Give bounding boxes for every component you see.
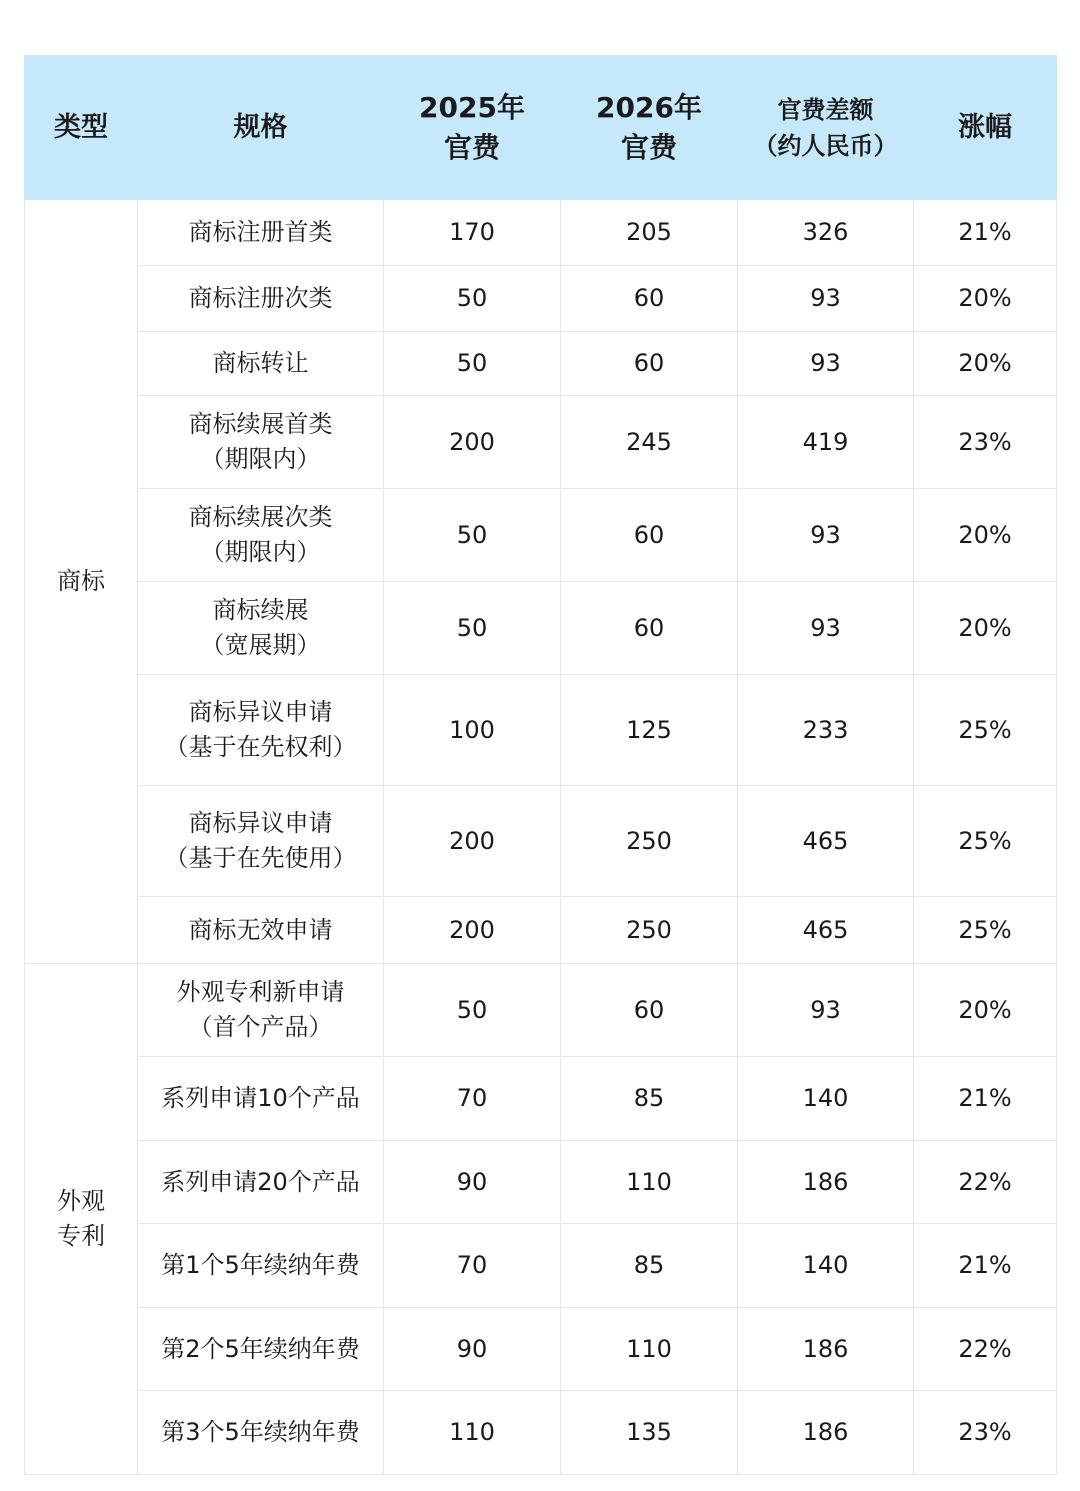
fee-2025-cell: 200 [384, 786, 561, 897]
fee-2026-cell: 110 [561, 1308, 738, 1391]
header-fee-2025: 2025年 官费 [384, 56, 561, 200]
rise-cell: 21% [914, 200, 1057, 266]
rise-cell: 20% [914, 489, 1057, 582]
spec-cell: 第3个5年续纳年费 [138, 1391, 384, 1475]
category-cell-design-patent: 外观 专利 [25, 964, 138, 1475]
spec-cell: 商标续展首类 （期限内） [138, 396, 384, 489]
spec-cell: 商标注册次类 [138, 266, 384, 332]
diff-cell: 326 [738, 200, 914, 266]
rise-cell: 20% [914, 332, 1057, 396]
fee-2025-cell: 90 [384, 1141, 561, 1224]
header-type: 类型 [25, 56, 138, 200]
fee-table-container [24, 55, 1056, 1475]
diff-cell: 186 [738, 1391, 914, 1475]
fee-2025-cell: 170 [384, 200, 561, 266]
spec-cell: 外观专利新申请 （首个产品） [138, 964, 384, 1057]
spec-cell: 商标续展次类 （期限内） [138, 489, 384, 582]
spec-cell: 商标异议申请 （基于在先使用） [138, 786, 384, 897]
fee-2025-cell: 200 [384, 897, 561, 964]
category-cell-trademark: 商标 [25, 200, 138, 964]
diff-cell: 233 [738, 675, 914, 786]
rise-cell: 21% [914, 1224, 1057, 1308]
fee-2025-cell: 100 [384, 675, 561, 786]
spec-cell: 第1个5年续纳年费 [138, 1224, 384, 1308]
rise-cell: 22% [914, 1308, 1057, 1391]
rise-cell: 25% [914, 675, 1057, 786]
rise-cell: 23% [914, 396, 1057, 489]
fee-2026-cell: 60 [561, 964, 738, 1057]
rise-cell: 23% [914, 1391, 1057, 1475]
table-row [25, 1308, 1057, 1391]
fee-2025-cell: 70 [384, 1224, 561, 1308]
fee-2026-cell: 135 [561, 1391, 738, 1475]
rise-cell: 22% [914, 1141, 1057, 1224]
fee-2026-cell: 125 [561, 675, 738, 786]
table-row [25, 489, 1057, 582]
table-row [25, 1391, 1057, 1475]
fee-2026-cell: 250 [561, 786, 738, 897]
table-row [25, 1224, 1057, 1308]
header-rise: 涨幅 [914, 56, 1057, 200]
table-row [25, 266, 1057, 332]
fee-2026-cell: 60 [561, 489, 738, 582]
rise-cell: 20% [914, 582, 1057, 675]
spec-cell: 商标转让 [138, 332, 384, 396]
fee-2025-cell: 50 [384, 489, 561, 582]
fee-2026-cell: 85 [561, 1224, 738, 1308]
diff-cell: 186 [738, 1308, 914, 1391]
diff-cell: 93 [738, 332, 914, 396]
fee-2025-cell: 70 [384, 1057, 561, 1141]
diff-cell: 140 [738, 1224, 914, 1308]
fee-2026-cell: 85 [561, 1057, 738, 1141]
spec-cell: 商标无效申请 [138, 897, 384, 964]
fee-2025-cell: 200 [384, 396, 561, 489]
fee-2025-cell: 50 [384, 964, 561, 1057]
table-header [25, 56, 1057, 200]
fee-2025-cell: 90 [384, 1308, 561, 1391]
fee-2026-cell: 250 [561, 897, 738, 964]
fee-2026-cell: 60 [561, 332, 738, 396]
table-row [25, 582, 1057, 675]
rise-cell: 20% [914, 964, 1057, 1057]
header-spec: 规格 [138, 56, 384, 200]
table-row [25, 897, 1057, 964]
diff-cell: 419 [738, 396, 914, 489]
table-body [25, 200, 1057, 1475]
table-row [25, 396, 1057, 489]
rise-cell: 25% [914, 786, 1057, 897]
diff-cell: 93 [738, 266, 914, 332]
table-row [25, 332, 1057, 396]
diff-cell: 93 [738, 489, 914, 582]
fee-2025-cell: 50 [384, 266, 561, 332]
table-row [25, 786, 1057, 897]
header-fee-2026: 2026年 官费 [561, 56, 738, 200]
fee-2026-cell: 245 [561, 396, 738, 489]
diff-cell: 465 [738, 897, 914, 964]
fee-2026-cell: 205 [561, 200, 738, 266]
rise-cell: 21% [914, 1057, 1057, 1141]
spec-cell: 商标续展 （宽展期） [138, 582, 384, 675]
fee-2025-cell: 50 [384, 332, 561, 396]
fee-2026-cell: 110 [561, 1141, 738, 1224]
table-row [25, 675, 1057, 786]
table-row [25, 200, 1057, 266]
table-row [25, 1057, 1057, 1141]
diff-cell: 93 [738, 582, 914, 675]
header-row [25, 56, 1057, 200]
fee-2025-cell: 110 [384, 1391, 561, 1475]
rise-cell: 25% [914, 897, 1057, 964]
rise-cell: 20% [914, 266, 1057, 332]
fee-2026-cell: 60 [561, 582, 738, 675]
header-diff: 官费差额 （约人民币） [738, 56, 914, 200]
diff-cell: 186 [738, 1141, 914, 1224]
fee-2025-cell: 50 [384, 582, 561, 675]
diff-cell: 93 [738, 964, 914, 1057]
spec-cell: 商标注册首类 [138, 200, 384, 266]
spec-cell: 商标异议申请 （基于在先权利） [138, 675, 384, 786]
fee-2026-cell: 60 [561, 266, 738, 332]
spec-cell: 系列申请10个产品 [138, 1057, 384, 1141]
spec-cell: 第2个5年续纳年费 [138, 1308, 384, 1391]
spec-cell: 系列申请20个产品 [138, 1141, 384, 1224]
diff-cell: 140 [738, 1057, 914, 1141]
fee-table [24, 55, 1057, 1475]
table-row [25, 1141, 1057, 1224]
diff-cell: 465 [738, 786, 914, 897]
table-row [25, 964, 1057, 1057]
